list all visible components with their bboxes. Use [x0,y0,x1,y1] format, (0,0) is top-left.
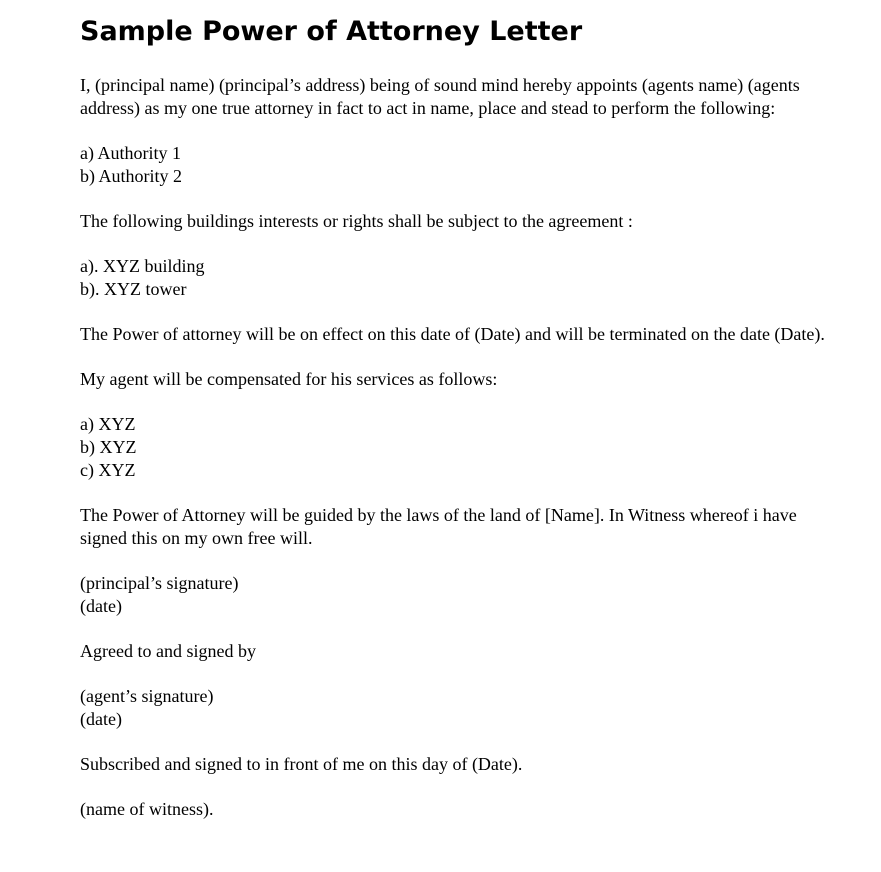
agreed-by-paragraph: Agreed to and signed by [80,641,256,661]
list-item: c) XYZ [80,460,136,480]
governing-law-paragraph: The Power of Attorney will be guided by the laws of the land of [Name]. In Witness whereof i have signed this on my own free will. [80,505,797,548]
subscribed-paragraph: Subscribed and signed to in front of me on this day of (Date). [80,754,523,774]
agent-signature-block [80,685,840,731]
principal-signature-line: (principal’s signature) [80,573,239,593]
list-item: b). XYZ tower [80,279,187,299]
list-item: a). XYZ building [80,256,205,276]
intro-paragraph: I, (principal name) (principal’s address) being of sound mind hereby appoints (agents name) (agents address) as my one true attorney in fact to act in name, place and stead to perform the following: [80,75,800,118]
witness-name-line: (name of witness). [80,799,214,819]
compensation-list [80,413,840,482]
principal-date-line: (date) [80,596,122,616]
compensation-intro-paragraph: My agent will be compensated for his services as follows: [80,369,498,389]
page-title: Sample Power of Attorney Letter [80,16,583,47]
buildings-list [80,255,840,301]
list-item: b) Authority 2 [80,166,182,186]
buildings-intro-paragraph: The following buildings interests or rights shall be subject to the agreement : [80,211,633,231]
principal-signature-block [80,572,840,618]
agent-date-line: (date) [80,709,122,729]
list-item: a) XYZ [80,414,136,434]
list-item: a) Authority 1 [80,143,181,163]
effective-dates-paragraph: The Power of attorney will be on effect on this date of (Date) and will be terminated on the date (Date). [80,324,825,344]
list-item: b) XYZ [80,437,137,457]
authorities-list [80,142,840,188]
letter-page [80,14,840,843]
agent-signature-line: (agent’s signature) [80,686,214,706]
